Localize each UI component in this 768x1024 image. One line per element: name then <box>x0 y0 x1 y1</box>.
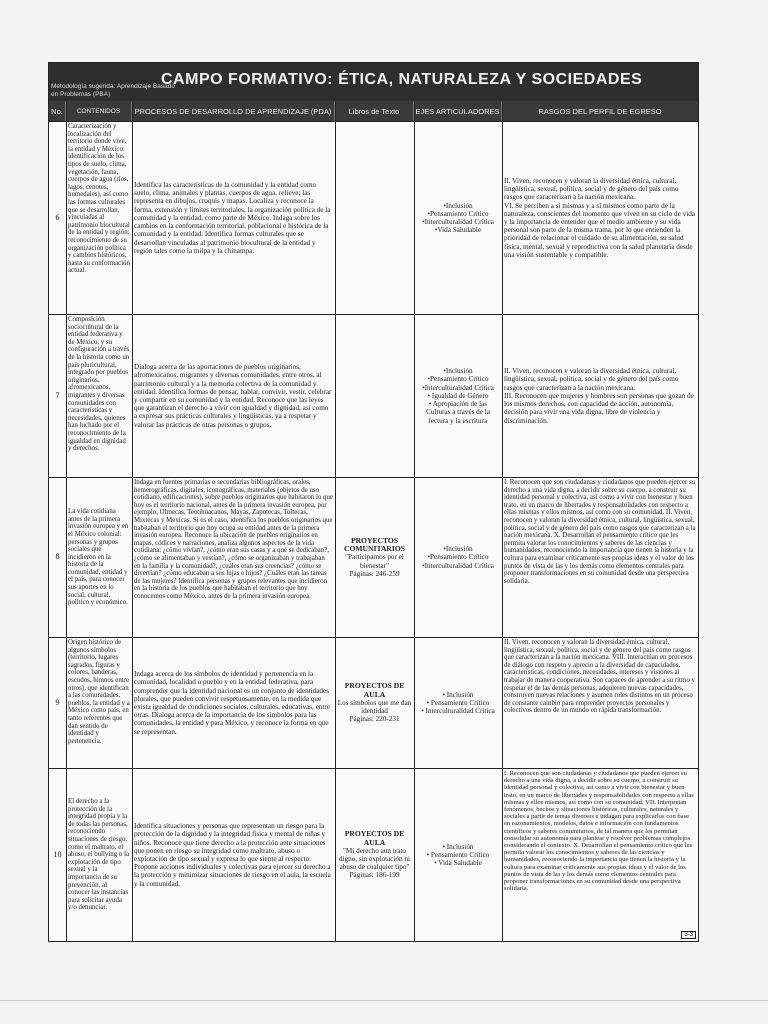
ejes-cell <box>414 478 502 637</box>
libro-cell <box>335 769 414 941</box>
libro-subtitle: "Mi derecho aun trato digno, sin explotación ni abuso de cualquier tipo" <box>338 846 411 872</box>
contenido-cell <box>66 478 132 637</box>
pda-cell: Indaga en fuentes primarias o secundarias bibliográficas, orales, hemerográficas, digitales, iconográficas, materiales (objetos de uso cotidiano, edificaciones), sobre pueblos originarios que habitaron lo que hoy es el territorio nacional, antes de la primera invasión europea, por ejemplo, Olmecas, Teotihuacanos, Mayas, Zapotecas, Toltecas, Mixtecas y Mexicas. Si es el caso, identifica los pueblos originarios que habitaban el territorio que hoy ocupa su entidad antes de la primera invasión europea. Reconoce la ubicación de pueblos originarios en mapas, códices y narraciones, analiza algunos aspectos de la vida cotidiana: ¿cómo vivían?, ¿cómo eran sus casas y a qué se dedicaban?, ¿cómo se alimentaban y vestían?, ¿cómo se organizaban y trabajaban en la familia y la comunidad?, ¿cuáles eran sus creencias? ¿cómo se divertían? ¿cómo educaban a sus hijas e hijos? ¿Cuáles eran las tareas de las mujeres? Identifica personas y grupos relevantes que incidieron en la historia de los pueblos que habitaban el territorio que hoy conocemos como México, antes de la primera invasión europea. <box>134 479 334 600</box>
table-row <box>49 637 698 768</box>
libro-pages: Páginas: 186-199 <box>349 871 400 880</box>
contenido-cell: Composición sociocultural de la entidad federativa y de México, y su configuración a través de la historia como un país pluricultural, integrado por pueblos originarios, afromexicanos, migrantes y diversas comunidades con características y necesidades, quienes han luchado por el reconocimiento de la igualdad en dignidad y derechos. <box>68 316 130 453</box>
pda-text: Dialoga acerca de las aportaciones de pueblos originarios, afromexicanos, migrantes y diversas comunidades, entre otros, al patrimonio cultural y a la memoria colectiva de la comunidad y entidad. Identifica formas de pensar, hablar, convivir, vestir, celebrar y compartir en su comunidad y la entidad. Reconoce que las leyes que garantizan el derecho a vivir con igualdad y dignidad, así como a expresar sus prácticas culturales y lingüísticas, ya a respetar y valorar las prácticas de otras personas o grupos. <box>134 363 332 429</box>
pda-cell <box>132 315 335 477</box>
eje-item: •Interculturalidad Crítica <box>422 218 494 226</box>
eje-item: •Inclusión <box>443 201 473 210</box>
col-header-ejes: EJES ARTICULADORES <box>414 101 502 121</box>
libro-cell <box>335 638 414 768</box>
pda-cell <box>132 638 335 768</box>
table-row <box>49 768 698 941</box>
libro-cell <box>335 315 414 477</box>
rasgos-cell: I. Reconocen que son ciudadanas y ciudadanos que pueden ejercer su derecho a una vida digna, a decidir sobre su cuerpo, a construir su identidad personal y colectiva, así como a vivir con bienestar y buen trato, en un marco de libertades y responsabilidades con respecto a ellas mismas y ellos mismos, así como con su comunidad. II. Viven, reconocen y valoran la diversidad étnica, cultural, lingüística, sexual, política, social y de género del país como rasgos que caracterizan a la nación mexicana. X. Desarrollan el pensamiento crítico que les permita valorar los conocimientos y saberes de las ciencias y humanidades, reconociendo la importancia que tienen la historia y la cultura para examinar críticamente sus propias ideas y el valor de los puntos de vista de las y los demás como elementos centrales para proponer transformaciones en su comunidad desde una perspectiva solidaria. <box>504 479 696 585</box>
rasgos-text: II. Viven, reconocen y valoran la diversidad étnica, cultural, lingüística, sexual, política, social y de género del país como rasgos que caracterizan a la nación mexicana. III. Reconocen que mujeres y hombres son personas que gozan de los mismos derechos, con capacidad de acción, autonomía, decisión para vivir una vida digna, libre de violencia y discriminación. <box>504 367 694 425</box>
eje-item: •Inclusión <box>443 545 473 554</box>
pda-text: Identifica las características de la comunidad y la entidad como suelo, clima, animales y plantas, cuerpos de agua, relieve; las representa en dibujos, croquis y mapas. Localiza y reconoce la forma, extensión y límites territoriales, la organización política de la comunidad y la entidad, como parte de México. Indaga sobre los cambios en la conformación territorial, poblacional e histórica de la comunidad y la entidad. Identifica formas culturales que se desarrollan vinculadas al patrimonio biocultural de la entidad y región tales como la milpa y la chinampa. <box>134 181 331 255</box>
row-number: 7 <box>55 390 60 400</box>
pda-text: Identifica situaciones y personas que representan un riesgo para la protección de la dignidad y la integridad física y mental de niñas y niños. Reconoce que tiene derecho a la protección ante situaciones que ponen en riesgo su integridad como maltrato, abuso o explotación de tipo sexual y expresa lo que siente al respecto. Propone acciones individuales y colectivas para ejercer su derecho a la protección y minimizar situaciones de riesgo en el aula, la escuela y la comunidad. <box>134 822 331 888</box>
contenido-cell <box>66 769 132 941</box>
libro-pages: Páginas: 220-231 <box>349 715 400 724</box>
eje-item: • Pensamiento Crítico <box>426 698 490 707</box>
contenido-cell: Caracterización y localización del territorio donde vive, la entidad y México: identificación de los tipos de suelo, clima, vegetación, fauna, cuerpos de agua (ríos, lagos, cenotes, humedales), así como las formas culturales que se desarrollan, vinculadas al patrimonio biocultural de la entidad y región; reconocimiento de su organización política y cambios históricos, hasta su conformación actual. <box>68 123 130 275</box>
libro-cell <box>335 478 414 637</box>
eje-item: • Apropiación de las Culturas a través de la lectura y la escritura <box>426 400 490 425</box>
col-header-procesos: PROCESOS DE DESARROLLO DE APRENDIZAJE (PDA) <box>132 101 335 121</box>
col-header-libros: Libros de Texto <box>335 101 414 121</box>
paper-fold-line <box>0 1000 768 1001</box>
col-header-rasgos: RASGOS DEL PERFIL DE EGRESO <box>502 101 698 121</box>
eje-item: • Interculturalidad Crítica <box>421 707 495 716</box>
eje-item: •Inclusión <box>443 367 473 376</box>
page-number-badge: 3-3 <box>681 931 696 939</box>
eje-item: • Inclusión <box>442 690 474 699</box>
libro-cell <box>335 122 414 314</box>
eje-item: •Pensamiento Crítico <box>427 375 489 384</box>
ejes-cell <box>414 122 502 314</box>
pda-text: Indaga acerca de los símbolos de identidad y pertenencia en la comunidad, localidad o pueblo y en la entidad federativa, para comprender que la identidad nacional es un conjunto de identidades plurales, que pueden convivir respetuosamente, en la medida que exista igualdad de condiciones sociales, culturales, educativas, entre otras. Dialoga acerca de la importancia de los símbolos para las comunidades, la entidad y para México, y reconoce la forma en que se representan. <box>134 670 330 736</box>
table-row <box>49 314 698 477</box>
rasgos-cell <box>502 315 698 477</box>
rasgos-cell <box>502 122 698 314</box>
row-number: 10 <box>53 849 62 859</box>
libro-title: PROYECTOS DE AULA <box>344 829 405 847</box>
eje-item: • Pensamiento Crítico <box>426 850 490 859</box>
rasgos-text: II. Viven, reconocen y valoran la diversidad étnica, cultural, lingüística, sexual, política, social y de género del país como rasgos que caracterizan a la nación mexicana. VI. Se perciben a sí mismas y a sí mismos como parte de la naturaleza, conscientes del momento que viven en su ciclo de vida y la importancia de entender que el medio ambiente y su vida personal son parte de la misma trama, por lo que entienden la prioridad de relacionar el cuidado de su alimentación, su salud física, mental, sexual y reproductiva con la salud planetaria desde una visión sustentable y compatible. <box>504 176 695 259</box>
libro-title: PROYECTOS DE AULA <box>344 681 405 699</box>
table-row <box>49 477 698 637</box>
page-title: CAMPO FORMATIVO: ÉTICA, NATURALEZA Y SOCIEDADES <box>161 71 643 88</box>
table-row <box>49 121 698 314</box>
libro-subtitle: "Participamos por el bienestar" <box>345 553 404 570</box>
contenido-cell: Origen histórico de algunos símbolos (territorio, lugares sagrados, figuras y colores, banderas, escudos, himnos entre otros), que identifican a las comunidades, pueblos, la entidad y a México como país, en tanto referentes que dan sentido de identidad y pertenencia. <box>68 639 130 745</box>
contenido-text: El derecho a la protección de la integridad propia y la de todas las personas, reconociendo situaciones de riesgo, como el maltrato, el abuso, el bullying o la explotación de tipo sexual y la importancia de su prevención, al conocer las instancias para solicitar ayuda y/o denunciar. <box>68 798 130 912</box>
libro-pages: Páginas: 246-259 <box>349 569 400 578</box>
libro-subtitle: Los símbolos que me dan identidad <box>337 698 412 716</box>
libro-title: PROYECTOS COMUNITARIOS <box>343 535 406 554</box>
eje-item: • Igualdad de Género <box>427 391 489 400</box>
pda-cell <box>132 122 335 314</box>
curriculum-table <box>48 62 699 942</box>
rasgos-cell: I. Reconocen que son ciudadanas y ciudadanos que pueden ejercer su derecho a una vida digna, a decidir sobre su cuerpo, a construir su identidad personal y colectiva, así como a vivir con bienestar y buen trato, en un marco de libertades y responsabilidades con respecto a ellas mismas y ellos mismos, así como con su comunidad. VII. Interpretan fenómenos, hechos y situaciones históricas, culturales, naturales y sociales a partir de temas diversos e indagan para explicarlos con base en razonamientos, modelos, datos e información con fundamentos científicos y saberes comunitarios, de tal manera que les permitan consolidar su autonomía para plantear y resolver problemas complejos considerando el contexto. X. Desarrollan el pensamiento crítico que les permita valorar los conocimientos y saberes de las ciencias y humanidades, reconociendo la importancia que tienen la historia y la cultura para examinar críticamente sus propias ideas y el valor de los puntos de vista de las y los demás como elementos centrales para proponer transformaciones en su comunidad desde una perspectiva solidaria. <box>504 770 694 893</box>
methodology-note: Metodología sugerida: Aprendizaje Basado en Problemas (PBA) <box>51 83 175 98</box>
eje-item: •Interculturalidad Crítica <box>422 561 494 570</box>
row-number: 8 <box>55 552 60 562</box>
contenido-text: La vida cotidiana antes de la primera invasión europea y en el México colonial: personas y grupos sociales que incidieron en la historia de la comunidad, entidad y el país, para conocer sus aportes en lo social, cultural, político y económico. <box>68 508 129 607</box>
eje-item: • Vida Saludable <box>434 859 482 868</box>
eje-item: • Inclusión <box>442 842 474 851</box>
eje-item: •Vida Saludable <box>434 226 482 235</box>
rasgos-cell: II. Viven, reconocen y valoran la diversidad étnica, cultural, lingüística, sexual, política, social y de género del país como rasgos que caracterizan a la nación mexicana. VIII. Interactúan en procesos de diálogo con respeto y aprecio a la diversidad de capacidades, características, condiciones, necesidades, intereses y visiones al trabajar de manera cooperativa. Son capaces de aprender a su ritmo y respetar el de las demás personas, adquieren nuevas capacidades, construyen nuevas relaciones y asumen roles distintos en un proceso de constante cambio para emprender proyectos personales y colectivos dentro de un mundo en rápida transformación. <box>504 639 695 715</box>
col-header-contenidos: CONTENIDOS <box>66 101 132 121</box>
table-banner <box>49 63 698 101</box>
eje-item: •Interculturalidad Crítica <box>422 383 494 392</box>
row-number: 6 <box>55 212 60 222</box>
eje-item: •Pensamiento Crítico <box>427 209 489 218</box>
ejes-cell <box>414 315 502 477</box>
col-header-no: No. <box>49 101 66 121</box>
eje-item: •Pensamiento Crítico <box>427 553 489 562</box>
ejes-cell <box>414 638 502 768</box>
pda-cell <box>132 769 335 941</box>
row-number: 9 <box>55 697 60 707</box>
ejes-cell <box>414 769 502 941</box>
